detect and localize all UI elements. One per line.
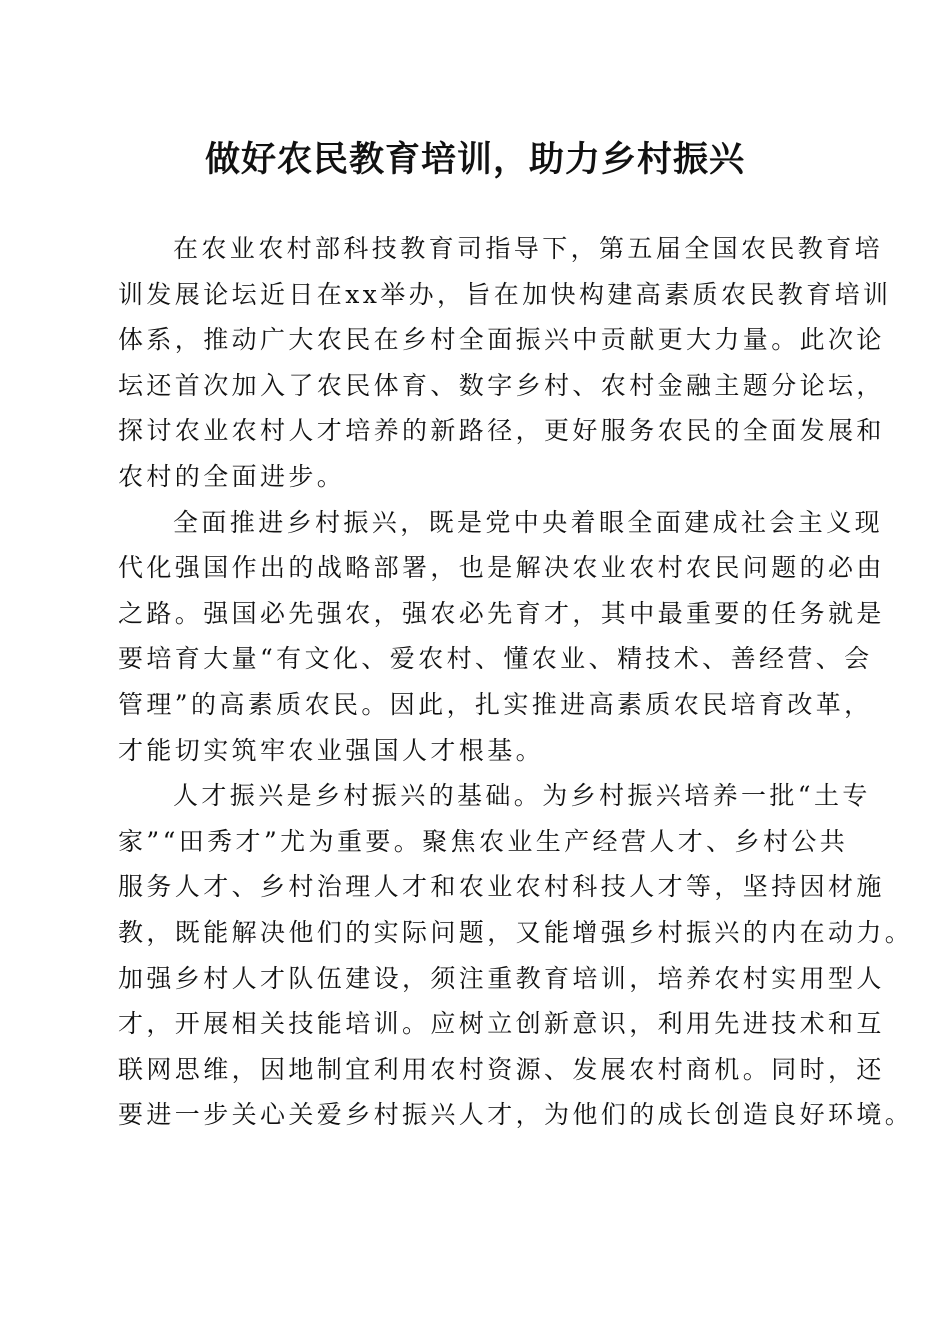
document-body: [118, 226, 914, 1138]
paragraph-line: 探讨农业农村人才培养的新路径，更好服务农民的全面发展和: [118, 416, 885, 446]
paragraph-line: 家”“田秀才”尤为重要。聚焦农业生产经营人才、乡村公共: [118, 826, 849, 856]
paragraph-line: 代化强国作出的战略部署，也是解决农业农村农民问题的必由: [118, 553, 885, 583]
document-title: 做好农民教育培训，助力乡村振兴: [204, 139, 745, 180]
paragraph-line: 体系，推动广大农民在乡村全面振兴中贡献更大力量。此次论: [118, 325, 885, 355]
paragraph-line: 教，既能解决他们的实际问题，又能增强乡村振兴的内在动力。: [118, 917, 914, 947]
paragraph-line: 全面推进乡村振兴，既是党中央着眼全面建成社会主义现: [173, 507, 884, 537]
paragraph-line: 训发展论坛近日在xx举办，旨在加快构建高素质农民教育培训: [118, 279, 892, 309]
paragraph-line: 要培育大量“有文化、爱农村、懂农业、精技术、善经营、会: [118, 644, 873, 674]
paragraph-1: [118, 226, 892, 500]
paragraph-line: 才能切实筑牢农业强国人才根基。: [118, 735, 545, 765]
paragraph-line: 在农业农村部科技教育司指导下，第五届全国农民教育培: [173, 234, 884, 263]
paragraph-line: 农村的全面进步。: [118, 461, 346, 491]
paragraph-line: 之路。强国必先强农，强农必先育才，其中最重要的任务就是: [118, 598, 885, 628]
paragraph-line: 服务人才、乡村治理人才和农业农村科技人才等，坚持因材施: [118, 872, 885, 902]
paragraph-line: 联网思维，因地制宜利用农村资源、发展农村商机。同时，还: [118, 1054, 885, 1084]
paragraph-line: 加强乡村人才队伍建设，须注重教育培训，培养农村实用型人: [118, 963, 885, 993]
paragraph-line: 管理”的高素质农民。因此，扎实推进高素质农民培育改革，: [118, 689, 873, 719]
paragraph-line: 要进一步关心关爱乡村振兴人才，为他们的成长创造良好环境。: [118, 1100, 914, 1130]
paragraph-line: 坛还首次加入了农民体育、数字乡村、农村金融主题分论坛，: [118, 370, 885, 400]
paragraph-line: 人才振兴是乡村振兴的基础。为乡村振兴培养一批“土专: [173, 781, 871, 811]
paragraph-2: [118, 500, 885, 774]
paragraph-line: 才，开展相关技能培训。应树立创新意识，利用先进技术和互: [118, 1009, 885, 1039]
paragraph-3: [118, 773, 914, 1138]
